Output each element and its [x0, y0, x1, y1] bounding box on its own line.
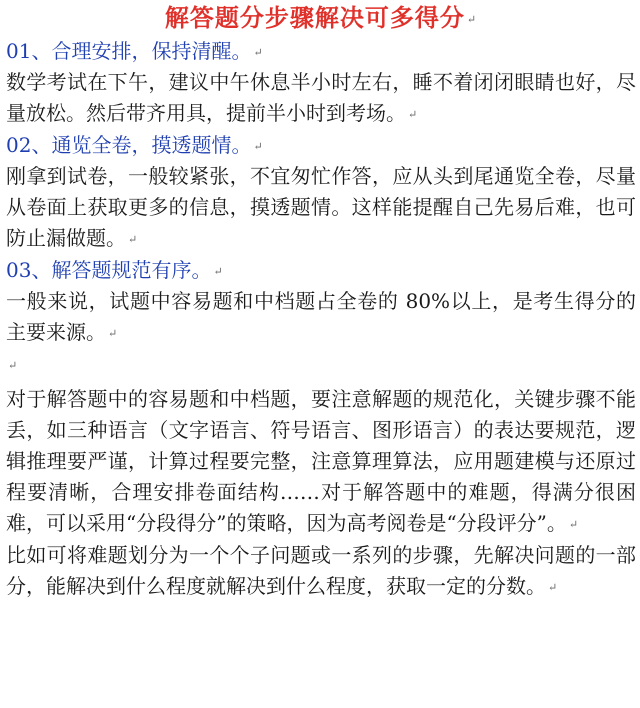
paragraph-mark-icon: ↵ [408, 108, 418, 121]
paragraph-mark-icon: ↵ [548, 581, 558, 594]
section-heading-text: 03、解答题规范有序。 [6, 258, 212, 282]
paragraph-text: 对于解答题中的容易题和中档题，要注意解题的规范化，关键步骤不能丢，如三种语言（文字语言、符号语言、图形语言）的表达要规范，逻辑推理要严谨，计算过程要完整，注意算理算法，应用题建模与还原过程要清晰，合理安排卷面结构……对于解答题中的难题，得满分很困难，可以采用“分段得分”的策略，因为高考阅卷是“分段评分”。 [6, 387, 636, 535]
section-heading-2 [6, 130, 636, 161]
section-heading-3 [6, 255, 636, 286]
paragraph-text: 比如可将难题划分为一个个子问题或一系列的步骤，先解决问题的一部分，能解决到什么程度就解决到什么程度，获取一定的分数。 [6, 543, 636, 598]
paragraph-text: 数学考试在下午，建议中午休息半小时左右，睡不着闭闭眼睛也好，尽量放松。然后带齐用具，提前半小时到考场。 [6, 70, 636, 125]
section-3-paragraph-1 [6, 286, 636, 349]
paragraph-mark-icon: ↵ [466, 12, 478, 26]
section-heading-text: 02、通览全卷，摸透题情。 [6, 133, 252, 157]
paragraph-mark-icon: ↵ [213, 265, 223, 278]
paragraph-mark-icon: ↵ [108, 327, 118, 340]
paragraph-mark-icon: ↵ [568, 518, 579, 531]
title-text: 解答题分步骤解决可多得分 [164, 3, 465, 32]
section-heading-text: 01、合理安排，保持清醒。 [6, 39, 252, 63]
section-3-paragraph-2 [6, 384, 636, 540]
paragraph-mark-icon: ↵ [128, 233, 138, 246]
paragraph-text: 刚拿到试卷，一般较紧张，不宜匆忙作答，应从头到尾通览全卷，尽量从卷面上获取更多的信息，摸透题情。这样能提醒自己先易后难，也可防止漏做题。 [6, 164, 636, 250]
section-heading-1 [6, 36, 636, 67]
section-1-paragraph [6, 67, 636, 130]
section-3-paragraph-3 [6, 540, 636, 603]
paragraph-mark-icon: ↵ [8, 358, 18, 372]
document-title [6, 0, 636, 36]
paragraph-mark-icon: ↵ [253, 46, 263, 59]
paragraph-mark-icon: ↵ [253, 140, 263, 153]
section-2-paragraph [6, 161, 636, 255]
paragraph-text: 一般来说，试题中容易题和中档题占全卷的 80%以上，是考生得分的主要来源。 [6, 289, 636, 344]
empty-paragraph [6, 349, 636, 380]
